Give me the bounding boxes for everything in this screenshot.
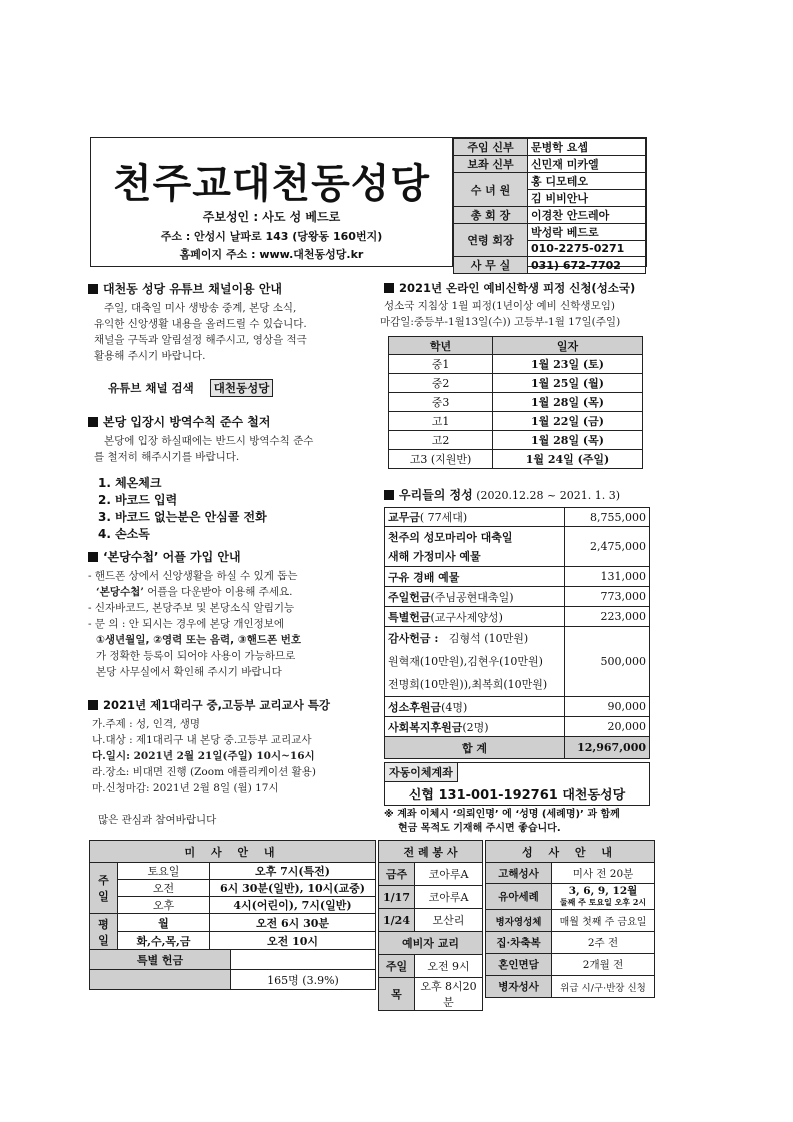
- staff-label: 보좌 신부: [454, 156, 528, 173]
- special-offering-label: 특별 헌금: [90, 950, 231, 970]
- staff-value: 010-2275-0271: [528, 241, 646, 257]
- table-cell: 오전: [118, 880, 210, 897]
- text-line: - 신자바코드, 본당주보 및 본당소식 알림기능: [88, 602, 295, 614]
- offerings-section: [384, 486, 654, 836]
- text-line: 나.대상 : 제1대리구 내 본당 중.고등부 교리교사: [92, 734, 312, 746]
- quarantine-section: [88, 413, 373, 543]
- staff-value: 김 비비안나: [528, 190, 646, 207]
- search-label: 유튜브 채널 검색: [108, 381, 194, 395]
- offering-value: 500,000: [565, 627, 650, 697]
- rule-item: 3. 바코드 없는분은 안심콜 전화: [98, 510, 267, 524]
- offering-value: 20,000: [565, 717, 650, 737]
- text-line: 다.일시: 2021년 2월 21일(주일) 10시~16시: [92, 750, 315, 762]
- offering-value: 223,000: [565, 607, 650, 627]
- staff-table: [453, 138, 646, 274]
- text-line: 가 정확한 등록이 되어야 사용이 가능하므로: [96, 650, 296, 662]
- transfer-note: ※ 계좌 이체시 ‘의뢰인명’ 에 ‘성명 (세례명)’ 과 함께: [384, 809, 620, 820]
- offering-value: 8,755,000: [565, 508, 650, 527]
- table-cell: 중3: [389, 393, 493, 412]
- app-name: ‘본당수첩’: [96, 586, 144, 598]
- text-line: 를 철저히 해주시기를 바랍니다.: [94, 451, 240, 463]
- text-line: 채널을 구독과 알림설정 해주시고, 영상을 적극: [94, 334, 307, 346]
- table-cell: 화,수,목,금: [118, 932, 210, 950]
- table-cell: 고1: [389, 412, 493, 431]
- offering-label: 감사헌금 :: [388, 632, 439, 645]
- table-cell: 오전 6시 30분: [210, 914, 376, 932]
- sacrament-table: [485, 840, 655, 998]
- section-heading: 2021년 온라인 예비신학생 피정 신청(성소국): [399, 281, 636, 295]
- square-bullet-icon: [88, 284, 98, 294]
- account-number[interactable]: 신협 131-001-192761 대천동성당: [408, 788, 626, 803]
- text-line: 활용해 주시기 바랍니다.: [94, 350, 206, 362]
- offering-value: 90,000: [565, 697, 650, 717]
- table-cell: 4시(어린이), 7시(일반): [210, 897, 376, 914]
- attendance-value: 165명 (3.9%): [231, 970, 376, 990]
- table-cell: 둘째 주 토요일 오후 2시: [559, 896, 647, 907]
- table-cell: 코아루A: [415, 863, 483, 886]
- homepage-address: 홈페이지 주소 : www.대천동성당.kr: [179, 248, 364, 261]
- table-cell: 3, 6, 9, 12월: [568, 884, 638, 897]
- staff-value: 031) 672-7702: [528, 257, 646, 274]
- special-offering-value: [231, 950, 376, 970]
- table-cell: 고해성사: [486, 863, 552, 884]
- table-cell: 고2: [389, 431, 493, 450]
- table-cell: 오후 7시(특전): [210, 863, 376, 880]
- offerings-table: [384, 507, 650, 759]
- section-heading: ‘본당수첩’ 어플 가입 안내: [103, 550, 241, 564]
- offering-label: 주일헌금: [388, 590, 431, 604]
- text-line: 가.주제 : 성, 인격, 생명: [92, 718, 201, 730]
- square-bullet-icon: [384, 283, 394, 293]
- altar-service-table: [378, 840, 483, 1011]
- column-header: 학년: [389, 337, 493, 355]
- table-cell: 고3 (지원반): [389, 450, 493, 469]
- offering-label: 새해 가정미사 예물: [388, 549, 481, 563]
- total-value: 12,967,000: [565, 737, 650, 759]
- offering-value: 2,475,000: [565, 527, 650, 567]
- transfer-note: 현금 목적도 기재해 주시면 좋습니다.: [398, 823, 561, 834]
- text-line: ①생년월일, ②영력 또는 음력, ③핸드폰 번호: [96, 634, 302, 646]
- offering-sub: 김형석 (10만원): [448, 632, 529, 645]
- table-cell: 1/24: [379, 909, 415, 932]
- table-cell: 위급 시/구·반장 신청: [552, 976, 655, 998]
- offering-label: 특별헌금: [388, 610, 431, 624]
- rule-item: 4. 손소독: [98, 527, 150, 541]
- table-cell: 1월 24일 (주일): [493, 450, 643, 469]
- table-cell: 중2: [389, 374, 493, 393]
- text-line: 라.장소: 비대면 진행 (Zoom 애플리케이션 활용): [92, 766, 316, 778]
- square-bullet-icon: [88, 700, 98, 710]
- staff-value: 이경찬 안드레아: [528, 207, 646, 224]
- table-cell: 중1: [389, 355, 493, 374]
- table-cell: 1월 23일 (토): [493, 355, 643, 374]
- column-header: 일자: [493, 337, 643, 355]
- table-cell: 미사 전 20분: [552, 863, 655, 884]
- square-bullet-icon: [384, 490, 394, 500]
- table-cell: 유아세례: [486, 884, 552, 910]
- row-group-label: 주일: [90, 863, 118, 914]
- table-cell: 혼인면담: [486, 954, 552, 976]
- patron-saint: 주보성인 : 사도 성 베드로: [202, 210, 341, 224]
- rule-item: 2. 바코드 입력: [98, 493, 178, 507]
- staff-label: 주임 신부: [454, 139, 528, 156]
- text-line: - 문 의 : 안 되시는 경우에 본당 개인정보에: [88, 618, 285, 630]
- table-cell: 주일: [379, 955, 415, 978]
- text-line: 마.신청마감: 2021년 2월 8일 (월) 17시: [92, 782, 279, 794]
- table-cell: 1월 28일 (목): [493, 431, 643, 450]
- table-cell: 1월 28일 (목): [493, 393, 643, 412]
- text-line: 유익한 신앙생활 내용을 올려드릴 수 있습니다.: [94, 318, 307, 330]
- table-cell: 토요일: [118, 863, 210, 880]
- staff-label: 총 회 장: [454, 207, 528, 224]
- table-cell: 오후 8시20분: [415, 978, 483, 1011]
- rule-item: 1. 체온체크: [98, 476, 162, 490]
- parish-title: 천주교대천동성당: [112, 161, 431, 207]
- table-cell: 병자영성체: [486, 910, 552, 932]
- table-cell: 오전 10시: [210, 932, 376, 950]
- offering-sub: (4명): [441, 700, 468, 714]
- table-cell: 오후: [118, 897, 210, 914]
- offering-sub: (주님공현대축일): [430, 590, 514, 604]
- closing-text: 많은 관심과 참여바랍니다: [98, 814, 217, 826]
- offering-sub: 원혁재(10만원),김현우(10만원): [388, 655, 543, 668]
- table-cell: 금주: [379, 863, 415, 886]
- section-heading: 2021년 제1대리구 중,고등부 교리교사 특강: [103, 698, 331, 712]
- text-line: 마감일:중등부-1월13일(수)) 고등부-1월 17일(주일): [380, 316, 621, 328]
- text-line: 성소국 지침상 1월 피정(1년이상 예비 신학생모임): [384, 300, 615, 312]
- table-cell: 목: [379, 978, 415, 1011]
- app-section: [88, 548, 373, 680]
- parish-address: 주소 : 안성시 날파로 143 (당왕동 160번지): [160, 230, 383, 243]
- table-cell: 오전 9시: [415, 955, 483, 978]
- offering-sub: 전명희(10만원)),최복희(10만원): [388, 678, 548, 691]
- offering-label: 구유 경배 예물: [385, 567, 565, 587]
- youtube-section: [88, 280, 368, 396]
- table-cell: 월: [118, 914, 210, 932]
- table-heading: 미 사 안 내: [90, 841, 376, 863]
- text-line: - 핸드폰 상에서 신앙생활을 하실 수 있게 돕는: [88, 570, 298, 582]
- table-cell: 2개월 전: [552, 954, 655, 976]
- text-line: 주일, 대축일 미사 생방송 중계, 본당 소식,: [104, 302, 297, 314]
- total-label: 합 계: [385, 737, 565, 759]
- offering-value: 131,000: [565, 567, 650, 587]
- table-cell: 매월 첫째 주 금요일: [552, 910, 655, 932]
- table-cell: 1월 22일 (금): [493, 412, 643, 431]
- catechist-section: [88, 697, 378, 828]
- offering-label: 성소후원금: [388, 700, 442, 714]
- table-cell: 모산리: [415, 909, 483, 932]
- staff-value: 문병학 요셉: [528, 139, 646, 156]
- search-term[interactable]: 대천동성당: [210, 379, 274, 397]
- section-heading: 우리들의 정성: [399, 488, 473, 502]
- offering-sub: ( 77세대): [419, 511, 468, 524]
- text-line: 어플을 다운받아 이용해 주세요.: [143, 586, 293, 598]
- text-line: 본당에 입장 하실때에는 반드시 방역수칙 준수: [104, 435, 314, 447]
- section-heading: 대천동 성당 유튜브 채널이용 안내: [103, 282, 283, 296]
- offering-value: 773,000: [565, 587, 650, 607]
- transfer-box: [384, 762, 650, 806]
- table-cell: 병자성사: [486, 976, 552, 998]
- offering-sub: (교구사제양성): [430, 610, 503, 624]
- table-cell: 1/17: [379, 886, 415, 909]
- offering-period: (2020.12.28 ~ 2021. 1. 3): [476, 489, 620, 502]
- table-cell: 코아루A: [415, 886, 483, 909]
- square-bullet-icon: [88, 417, 98, 427]
- staff-label: 사 무 실: [454, 257, 528, 274]
- masthead: [90, 137, 647, 272]
- offering-sub: (2명): [462, 720, 489, 734]
- table-cell: 1월 25일 (월): [493, 374, 643, 393]
- square-bullet-icon: [88, 552, 98, 562]
- staff-label: 연령 회장: [454, 224, 528, 257]
- seminary-section: [380, 280, 654, 469]
- staff-value: 박성락 베드로: [528, 224, 646, 241]
- staff-value: 홍 디모테오: [528, 173, 646, 190]
- masthead-title-area: [91, 138, 453, 266]
- staff-label: 수 녀 원: [454, 173, 528, 207]
- table-heading: 전 례 봉 사: [379, 841, 483, 863]
- table-cell: 2주 전: [552, 932, 655, 954]
- staff-value: 신민재 미카엘: [528, 156, 646, 173]
- table-cell: 집·차축복: [486, 932, 552, 954]
- table-heading: 성 사 안 내: [486, 841, 655, 863]
- offering-label: 교무금: [388, 511, 420, 524]
- transfer-label: 자동이체계좌: [385, 763, 458, 782]
- offering-label: 천주의 성모마리아 대축일: [388, 530, 513, 544]
- table-cell: 6시 30분(일반), 10시(교중): [210, 880, 376, 897]
- offering-label: 사회복지후원금: [388, 720, 463, 734]
- text-line: 본당 사무실에서 확인해 주시기 바랍니다: [96, 666, 282, 678]
- seminary-schedule-table: [388, 336, 643, 469]
- section-heading: 본당 입장시 방역수칙 준수 철저: [103, 415, 271, 429]
- mass-schedule-table: [89, 840, 376, 990]
- table-heading: 예비자 교리: [379, 932, 483, 955]
- row-group-label: 평일: [90, 914, 118, 950]
